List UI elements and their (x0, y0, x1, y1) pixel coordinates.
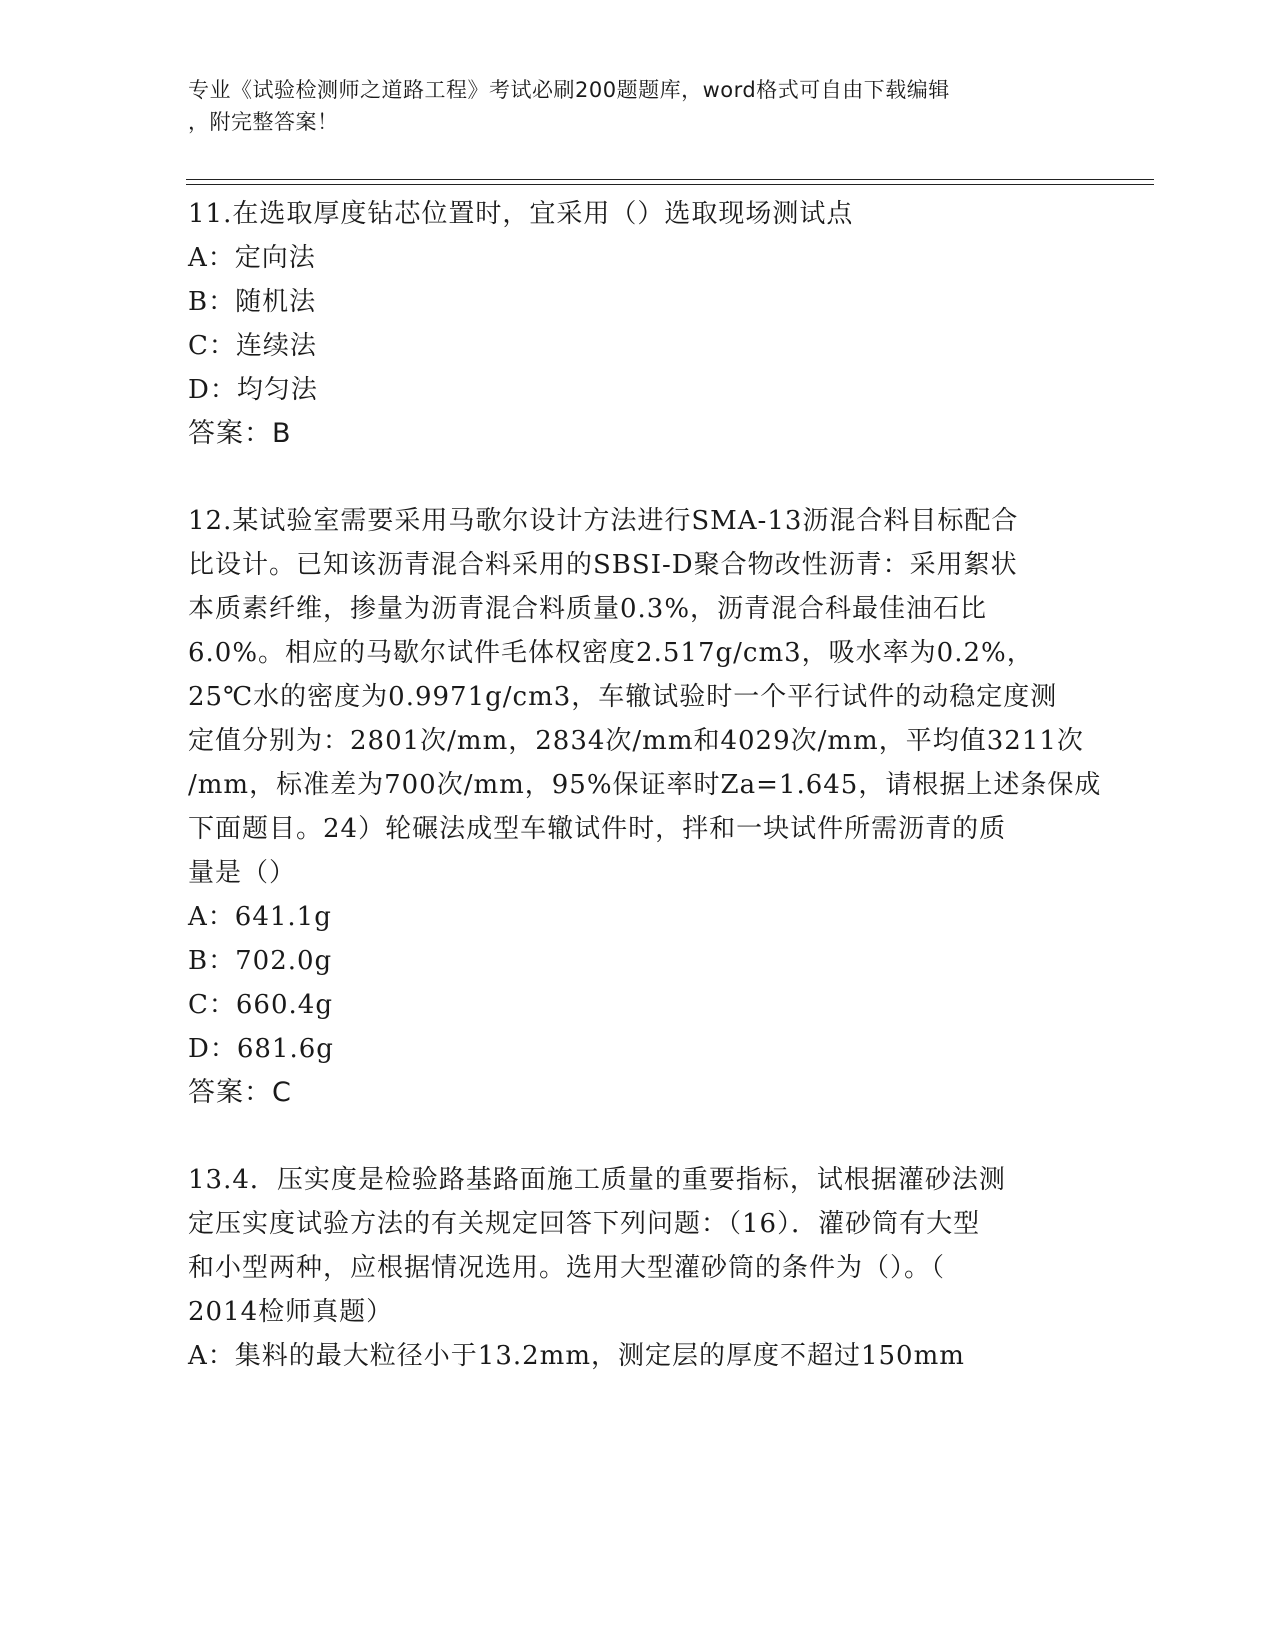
question-13-text-line-3: 和小型两种，应根据情况选用。选用大型灌砂筒的条件为（）。（ (188, 1253, 946, 1283)
header-line-2: ，附完整答案！ (188, 110, 339, 134)
question-12-text-line-4: 6.0%。相应的马歇尔试件毛体权密度2.517g/cm3，吸水率为0.2%， (188, 638, 1034, 668)
question-13-text-line-2: 定压实度试验方法的有关规定回答下列问题：（16）．灌砂筒有大型 (188, 1209, 981, 1239)
header-divider-top (186, 179, 1154, 180)
question-11-answer: 答案：B (188, 418, 292, 449)
question-11-option-c: C：连续法 (188, 331, 317, 361)
question-13-text-line-4: 2014检师真题） (188, 1297, 394, 1327)
question-11-option-a: A：定向法 (188, 243, 316, 273)
question-12-text-line-8: 下面题目。24）轮碾法成型车辙试件时，拌和一块试件所需沥青的质 (188, 814, 1007, 844)
question-11-option-b: B：随机法 (188, 287, 317, 317)
question-12-text-line-7: /mm，标准差为700次/mm，95%保证率时Za=1.645，请根据上述条保成 (188, 770, 1102, 800)
question-13-text-line-1: 13.4．压实度是检验路基路面施工质量的重要指标，试根据灌砂法测 (188, 1165, 1006, 1195)
question-12-text-line-6: 定值分别为：2801次/mm，2834次/mm和4029次/mm，平均值3211次 (188, 726, 1084, 756)
question-13-option-a: A：集料的最大粒径小于13.2mm，测定层的厚度不超过150mm (188, 1341, 965, 1371)
question-12-text-line-1: 12.某试验室需要采用马歌尔设计方法进行SMA-13沥混合料目标配合 (188, 506, 1019, 536)
question-11-option-d: D：均匀法 (188, 375, 318, 405)
question-12-option-a: A：641.1g (188, 902, 332, 932)
question-12-answer: 答案：C (188, 1077, 292, 1108)
header-divider-bottom (186, 184, 1154, 185)
question-12-text-line-5: 25℃水的密度为0.9971g/cm3，车辙试验时一个平行试件的动稳定度测 (188, 682, 1058, 712)
document-header (188, 74, 1068, 138)
question-12-option-b: B：702.0g (188, 946, 333, 976)
question-12-text-line-3: 本质素纤维，掺量为沥青混合料质量0.3%，沥青混合科最佳油石比 (188, 594, 988, 624)
question-12-text-line-9: 量是（） (188, 858, 297, 888)
question-12-option-c: C：660.4g (188, 990, 333, 1020)
header-line-1: 专业《试验检测师之道路工程》考试必刷200题题库，word格式可自由下载编辑 (188, 78, 950, 102)
question-12-text-line-2: 比设计。已知该沥青混合料采用的SBSI-D聚合物改性沥青：采用絮状 (188, 550, 1018, 580)
question-11-text: 11.在选取厚度钻芯位置时，宜采用（）选取现场测试点 (188, 199, 854, 229)
question-12-option-d: D：681.6g (188, 1034, 334, 1064)
